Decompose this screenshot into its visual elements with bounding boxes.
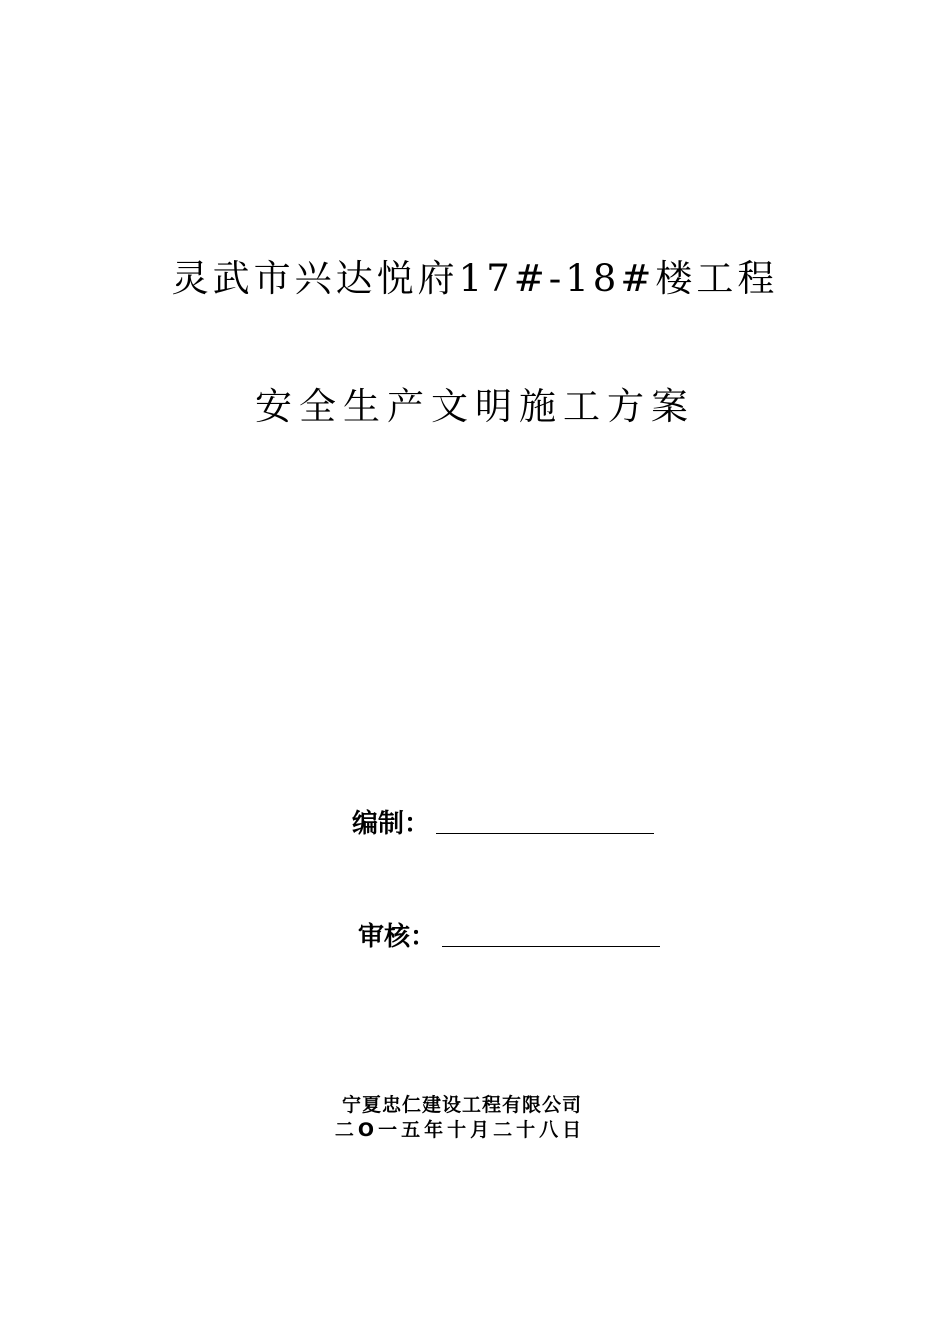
editor-signature-row: [352, 800, 654, 840]
reviewer-signature-line: [442, 946, 660, 947]
reviewer-label: 审核：: [358, 922, 437, 952]
editor-label: 编制：: [352, 809, 431, 839]
project-title: 灵武市兴达悦府17#-18#楼工程: [171, 257, 779, 300]
editor-signature-line: [436, 833, 654, 834]
plan-title: 安全生产文明施工方案: [255, 385, 695, 428]
company-name: 宁夏忠仁建设工程有限公司: [341, 1094, 582, 1116]
reviewer-signature-row: [358, 913, 660, 953]
document-date: 二O一五年十月二十八日: [334, 1119, 586, 1141]
